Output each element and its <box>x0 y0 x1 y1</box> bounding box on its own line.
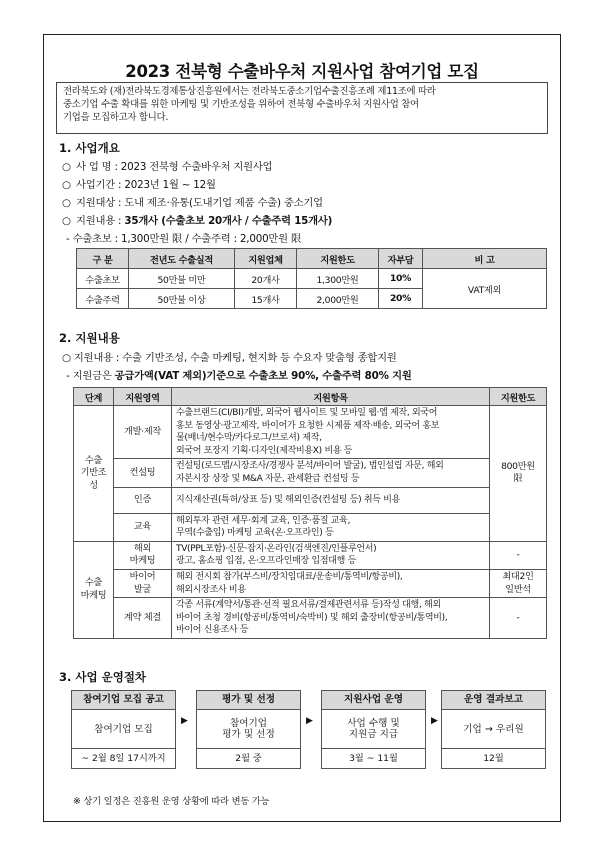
limit-cell: - <box>490 541 547 569</box>
step-body: 사업 수행 및 지원금 지급 <box>322 710 425 749</box>
circle-bullet: ○ <box>62 179 71 191</box>
table-cell: 15개사 <box>235 289 297 309</box>
arrow-icon: ▶ <box>306 716 313 726</box>
step-body: 참여기업 평가 및 선정 <box>197 710 300 749</box>
table-header-row <box>77 249 547 269</box>
table-header-row <box>74 388 547 406</box>
arrow-icon: ▶ <box>431 716 438 726</box>
table-cell: 수출초보 <box>77 269 129 289</box>
intro-box <box>56 82 548 134</box>
step-title: 운영 결과보고 <box>442 691 545 710</box>
support-line: ○ 지원내용 : 수출 기반조성, 수출 마케팅, 현지화 등 수요자 맞춤형 종합지원 <box>62 352 397 364</box>
area-cell: 계약 체결 <box>114 598 172 639</box>
items-cell: 각종 서류(계약서/통관·선적 필요서류/결제관련서류 등)작성 대행, 해외 바이어 초청 경비(항공비/통역비/숙박비) 및 해외 출장비(항공비/통역비), 바이어 신용조사 등 <box>172 598 490 639</box>
support-items-table <box>73 387 547 639</box>
quota-table <box>76 248 547 309</box>
header-cell: 자부담 <box>379 249 423 269</box>
step-title: 지원사업 운영 <box>322 691 425 710</box>
header-cell: 단계 <box>74 388 114 406</box>
process-step-operate <box>321 690 426 769</box>
step-date: 12월 <box>483 753 504 764</box>
step-date: ~ 2월 8일 17시까지 <box>81 753 166 764</box>
limit-cell: - <box>490 598 547 639</box>
step-title: 참여기업 모집 공고 <box>72 691 175 710</box>
process-step-evaluate <box>196 690 301 769</box>
circle-bullet: ○ <box>62 215 71 227</box>
stage-cell-marketing: 수출 마케팅 <box>74 541 114 638</box>
header-cell: 지원업체 <box>235 249 297 269</box>
table-row <box>77 269 547 289</box>
limit-cell: 최대2인 일반석 <box>490 569 547 597</box>
table-row <box>74 598 547 639</box>
table-cell: 50만불 이상 <box>129 289 235 309</box>
overview-sub: - 수출초보 : 1,300만원 限 / 수출주력 : 2,000만원 限 <box>66 233 302 245</box>
section-heading-support: 2. 지원내용 <box>59 331 120 345</box>
overview-support: ○ 지원내용 : 35개사 (수출초보 20개사 / 수출주력 15개사) <box>62 215 333 227</box>
area-cell: 컨설팅 <box>114 459 172 487</box>
page-title: 2023 전북형 수출바우처 지원사업 참여기업 모집 <box>125 62 479 81</box>
stage-cell-base: 수출 기반조 성 <box>74 406 114 542</box>
table-cell: 50만불 미만 <box>129 269 235 289</box>
table-cell: 1,300만원 <box>297 269 379 289</box>
header-cell: 지원한도 <box>297 249 379 269</box>
header-cell: 지원항목 <box>172 388 490 406</box>
process-step-recruit <box>71 690 176 769</box>
table-cell: 수출주력 <box>77 289 129 309</box>
process-step-report <box>441 690 546 769</box>
table-row <box>74 459 547 487</box>
table-cell: 20개사 <box>235 269 297 289</box>
intro-line: 전라북도와 (재)전라북도경제통상진흥원에서는 전라북도중소기업수출진흥조례 제11조에 따라 <box>63 86 436 97</box>
header-cell: 비 고 <box>423 249 547 269</box>
area-cell: 교육 <box>114 513 172 541</box>
area-cell: 인증 <box>114 487 172 513</box>
items-cell: 컨설팅(로드맵/시장조사/경쟁사 분석/바이어 발굴), 법인설립 자문, 해외 자본시장 상장 및 M&A 자문, 관세환급 컨설팅 등 <box>172 459 490 487</box>
items-cell: 해외 전시회 참가(부스비/장치임대료/운송비/통역비/항공비), 해외시장조사 비용 <box>172 569 490 597</box>
table-row <box>74 541 547 569</box>
intro-line: 중소기업 수출 확대를 위한 마케팅 및 기반조성을 위하여 전북형 수출바우처 지원사업 참여 <box>63 99 419 110</box>
overview-item: ○ 지원대상 : 도내 제조·유통(도내기업 제품 수출) 중소기업 <box>62 197 323 209</box>
support-rate-line: - 지원금은 공급가액(VAT 제외)기준으로 수출초보 90%, 수출주력 80% 지원 <box>66 370 412 382</box>
step-body: 참여기업 모집 <box>72 710 175 749</box>
schedule-note: ※ 상기 일정은 진흥원 운영 상황에 따라 변동 가능 <box>73 796 270 807</box>
items-cell: 지식재산권(특허/상표 등) 및 해외인증(컨설팅 등) 취득 비용 <box>172 487 490 513</box>
table-cell: 20% <box>379 289 423 309</box>
overview-item: ○ 사 업 명 : 2023 전북형 수출바우처 지원사업 <box>62 161 273 173</box>
items-cell: 해외투자 관련 세무·회계 교육, 인증·품질 교육, 무역(수출입) 마케팅 교육(온·오프라인) 등 <box>172 513 490 541</box>
overview-item: ○ 사업기간 : 2023년 1월 ~ 12월 <box>62 179 216 191</box>
step-body: 기업 → 우리원 <box>442 710 545 749</box>
remark-cell: VAT제외 <box>423 269 547 309</box>
area-cell: 해외 마케팅 <box>114 541 172 569</box>
table-row <box>74 513 547 541</box>
header-cell: 지원영역 <box>114 388 172 406</box>
header-cell: 전년도 수출실적 <box>129 249 235 269</box>
step-date: 3월 ~ 11월 <box>349 753 398 764</box>
table-cell: 2,000만원 <box>297 289 379 309</box>
table-row <box>74 487 547 513</box>
circle-bullet: ○ <box>62 161 71 173</box>
intro-line: 기업을 모집하고자 합니다. <box>63 112 169 123</box>
section-heading-overview: 1. 사업개요 <box>59 141 120 155</box>
limit-cell: 800만원 限 <box>490 406 547 542</box>
items-cell: 수출브랜드(CI/BI)개발, 외국어 웹사이트 및 모바일 웹·앱 제작, 외국어 홍보 동영상·광고제작, 바이어가 요청한 시제품 제작·배송, 외국어 홍보 물(배너/현수막/카다로그/브로셔) 제작, 외국어 포장지 기획·디자인(제작비용X) 비용 등 <box>172 406 490 459</box>
header-cell: 구 분 <box>77 249 129 269</box>
area-cell: 개발·제작 <box>114 406 172 459</box>
step-date: 2월 중 <box>235 753 262 764</box>
section-heading-process: 3. 사업 운영절차 <box>59 670 147 684</box>
area-cell: 바이어 발굴 <box>114 569 172 597</box>
step-title: 평가 및 선정 <box>197 691 300 710</box>
items-cell: TV(PPL포함)·신문·잡지·온라인(검색엔진/인플루언서) 광고, 홈쇼핑 입점, 온·오프라인매장 입점대행 등 <box>172 541 490 569</box>
circle-bullet: ○ <box>62 197 71 209</box>
table-row <box>74 406 547 459</box>
table-row <box>74 569 547 597</box>
header-cell: 지원한도 <box>490 388 547 406</box>
table-cell: 10% <box>379 269 423 289</box>
arrow-icon: ▶ <box>181 716 188 726</box>
